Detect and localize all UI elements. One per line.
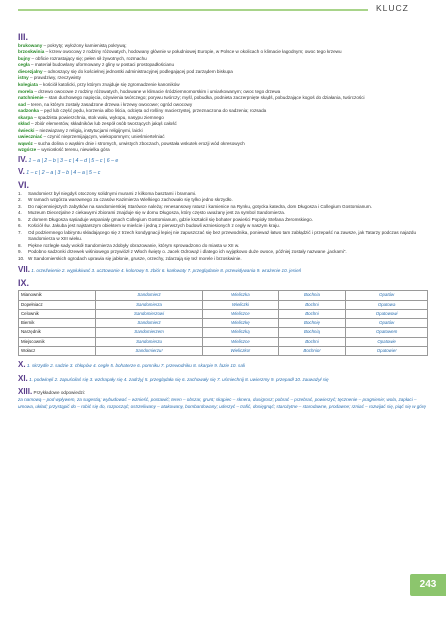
section-heading-ix: IX. xyxy=(18,277,30,288)
section-v xyxy=(18,166,428,178)
table-cell: Bochnia xyxy=(278,291,346,300)
glossary-definition: – niezwiązany z religią, instytucjami religijnymi, laicki xyxy=(34,127,143,133)
list-item-number: 4. xyxy=(18,210,22,216)
table-cell: Opatów xyxy=(346,291,428,300)
list-item-number: 8. xyxy=(18,242,22,248)
section-heading-xi: XI. xyxy=(18,373,28,383)
glossary-term: sad xyxy=(18,101,26,107)
section-v-answers: 1 – c | 2 – a | 3 – b | 4 – a | 5 – c xyxy=(26,169,101,176)
list-item-number: 9. xyxy=(18,249,22,255)
glossary-term: wąwóz xyxy=(18,140,33,146)
list-item xyxy=(18,230,428,243)
table-cell: Opatowie xyxy=(346,337,428,346)
table-row xyxy=(19,319,428,328)
section-iv-answers: 1 – a | 2 – b | 3 – c | 4 – d | 5 – c | 6 – e xyxy=(28,157,119,164)
table-row xyxy=(19,346,428,355)
glossary-term: skarpa xyxy=(18,114,33,120)
case-label: Celownik xyxy=(19,309,96,318)
table-cell: Wieliczka xyxy=(203,291,279,300)
list-item-text: Sandomierz był niegdyś otoczony solidnymi murami z kilkoma basztami i bramami. xyxy=(28,190,197,196)
section-x xyxy=(18,359,428,370)
section-heading-vi: VI. xyxy=(18,179,30,190)
glossary-definition: – obficie rozrastający się; pełen sił żywotnych, rozmachu xyxy=(30,55,147,61)
glossary-definition: – krzew owocowy z rodziny różowatych, hodowany głównie w południowej Europie, w Polsce w okolicach o klimacie łagodnym; owoc tego krzewu xyxy=(44,49,342,55)
case-label: Wołacz xyxy=(19,346,96,355)
list-item-text: Z domem Długosza sąsiaduje wspaniały gmach Collegium Gostomianum, gdzie kształcił się bohater powieści Popioły Stefana Żeromskiego. xyxy=(28,216,313,222)
list-item-text: Od podziemnego labiryntu składającego się z trzech kondygnacji lepiej nie zapuszczać się bez przewodnika, ponieważ łatwo tam zabłądzić i przepaść na zawsze, jak Tatarzy podczas najazdu Sandomierza w XIII wieku. xyxy=(28,229,417,242)
page-number-badge: 243 xyxy=(410,574,446,596)
section-xiii-intro: Przykładowe odpowiedzi: xyxy=(33,389,86,395)
table-cell: Opatowem xyxy=(346,328,428,337)
list-item-text: Kościół św. Jakuba jest najstarszym obiektem w mieście i jedną z pierwszych budowli wzniesionych z cegły w naszym kraju. xyxy=(28,223,280,229)
table-cell: Sandomierzem xyxy=(96,328,203,337)
table-cell: Sandomierzu! xyxy=(96,346,203,355)
list-item-text: W Sandomierskich ogrodach uprawia się jabłonie, grusze, orzechy, zdarzają się też morele i brzoskwinie. xyxy=(28,255,242,261)
table-cell: Wieliczki xyxy=(203,300,279,309)
list-item-number: 6. xyxy=(18,223,22,229)
glossary-term: diecezjalny xyxy=(18,68,43,74)
table-cell: Sandomierzowi xyxy=(96,309,203,318)
table-cell: Opatów xyxy=(346,319,428,328)
glossary-term: sadzonka xyxy=(18,108,39,114)
glossary-definition: – sucha dolina o wąskim dnie i stromych, urwistych zboczach, powstała wskutek erozji wód okresowych xyxy=(32,140,245,146)
page-header xyxy=(0,0,446,28)
glossary-definition: – pęd lub część pędu, korzenia albo liścia, odcięta od rośliny macierzystej, przeznaczona do sadzenia; rozsada xyxy=(38,108,267,114)
section-heading-x: X. xyxy=(18,360,26,370)
section-xiii xyxy=(18,386,428,410)
list-item-text: Piękne rozległe sady wokół Sandomierza zdobyły obrazowanie, którym sprowadzono do miasta w XII w. xyxy=(28,242,240,248)
list-item-number: 2. xyxy=(18,197,22,203)
table-cell: Sandomierz xyxy=(96,319,203,328)
list-item-text: Do najcenniejszych zabytków na sandomierskiej Starówce należą: renesansowy ratusz i kamienice na Rynku, gotycka katedra, dom Długosza i Collegium Gostomianum. xyxy=(28,203,372,209)
section-xi xyxy=(18,373,428,384)
glossary-term: wzgórze xyxy=(18,147,37,153)
answer-key-content xyxy=(18,30,428,410)
glossary-term: bujny xyxy=(18,55,31,61)
table-cell: Bochni xyxy=(278,300,346,309)
glossary-definition: – zbiór elementów, składników lub zespół osób tworzących jakąś całość xyxy=(29,121,177,127)
case-label: Miejscownik xyxy=(19,337,96,346)
glossary-term: uwieczniać xyxy=(18,134,43,140)
list-item-text: Muzeum Diecezjalne z ciekawymi zbiorami znajduje się w domu Długosza, który często uważany jest za symbol Sandomierza. xyxy=(28,210,286,216)
table-cell: Sandomierza xyxy=(96,300,203,309)
section-heading-xiii: XIII. xyxy=(18,386,33,396)
table-row xyxy=(19,309,428,318)
glossary-term: kolegiata xyxy=(18,81,38,87)
section-heading-iv: IV. xyxy=(18,154,28,164)
section-iv xyxy=(18,154,428,166)
list-item-text: Podobno sadzonki drzewek wiśniowego przywiózł z Włoch święty o. Jacek Odrowąż i dlatego ich wyjątkowo duże owoce, później zostały nazwane „jackami”. xyxy=(28,249,347,255)
glossary-definition: – materiał budowlany uformowany z gliny w postaci prostopadłościanu xyxy=(29,62,175,68)
list-item-number: 7. xyxy=(18,229,22,235)
table-cell: Wieliczce xyxy=(203,337,279,346)
glossary-definition: – wyniosłość terenu, niewielka góra xyxy=(36,147,110,153)
glossary-definition: – odnoszący się do kościelnej jednostki administracyjnej podlegającej pod zarządem biskupa xyxy=(42,68,233,74)
table-cell: Opatowowi xyxy=(346,309,428,318)
list-item xyxy=(18,256,428,263)
list-item-number: 3. xyxy=(18,203,22,209)
table-cell: Bochnio! xyxy=(278,346,346,355)
table-cell: Sandomierz xyxy=(96,291,203,300)
table-cell: Bochnię xyxy=(278,319,346,328)
header-accent-bar xyxy=(18,9,368,11)
list-item-number: 1. xyxy=(18,190,22,196)
table-row xyxy=(19,328,428,337)
table-row xyxy=(19,337,428,346)
list-item-text: W ramach wzgórza warownego za czasów Kazimierza Wielkiego zachowało się tylko jedno skrzydło. xyxy=(28,197,233,203)
table-cell: Opatowie! xyxy=(346,346,428,355)
table-cell: Wieliczkę xyxy=(203,319,279,328)
section-x-answers: 1. skrzydle 2. sadzie 3. chłopów 4. cegle 5. bohaterze 6. pomniku 7. przewodniku 8. skarpie 9. fazie 10. sali xyxy=(26,363,245,369)
glossary-definition: – spadzista powierzchnia, stok wału, wykopu, nasypu ziemnego xyxy=(32,114,164,120)
glossary-definition: – drzewo owocowe z rodziny różowatych, hodowane w klimacie śródziemnomorskim i umiarkowanym; owoc tego drzewa xyxy=(33,88,281,94)
section-heading-iii: III. xyxy=(18,32,29,42)
glossary-list xyxy=(18,43,428,154)
glossary-definition: – stan duchowego napięcia, ożywienia twórczego; porywu twórczy; myśl, pobudka, podnieta zaczerpnięte skądś, pobudzające kogoś do działania, twórczości xyxy=(43,95,365,101)
section-heading-v: V. xyxy=(18,166,25,176)
glossary-definition: – kościół katolicki, przy którym znajduje się zgromadzenie kanoników xyxy=(37,81,180,87)
section-heading-vii: VII. xyxy=(18,265,31,275)
case-label: Biernik xyxy=(19,319,96,328)
section-vii xyxy=(18,264,428,275)
table-row xyxy=(19,300,428,309)
glossary-term: świecki xyxy=(18,127,35,133)
glossary-term: brukowany xyxy=(18,42,43,48)
glossary-term: cegła xyxy=(18,62,30,68)
section-xi-answers: 1. podwinęli 2. zapuściłaś się 3. wzdrapały się 4. zadrżyj 5. przeglądała się 6. zachowały się 7. uśmiechnij 8. uwierzmy 9. przepadł 10. zauważył się xyxy=(29,376,329,382)
table-cell: Wieliczce xyxy=(203,309,279,318)
table-cell: Wieliczko! xyxy=(203,346,279,355)
table-cell: Bochni xyxy=(278,309,346,318)
list-item-number: 10. xyxy=(18,255,25,261)
table-cell: Bochni xyxy=(278,337,346,346)
glossary-definition: – teren, na którym zostały zasadzone drzewa i krzewy owocowe; ogród owocowy xyxy=(25,101,193,107)
table-row xyxy=(19,291,428,300)
glossary-definition: – czynić nieprzemijającym, wiekopomnym; unieśmiertelniać xyxy=(42,134,165,140)
list-item-number: 5. xyxy=(18,216,22,222)
glossary-term: istny xyxy=(18,75,29,81)
glossary-term: skład xyxy=(18,121,30,127)
case-label: Dopełniacz xyxy=(19,300,96,309)
section-vi-list xyxy=(18,191,428,263)
table-cell: Bochnią xyxy=(278,328,346,337)
declension-table xyxy=(18,290,428,356)
section-xiii-answers: za namową – pod wpływem, za sugestią; wybudować – wznieść, postawić; teren – obszar, grunt; skąpiec – sknera, dusigrosz; pobrać – przebrać, powierzyć; tęcznenie – pragnienie; wola, zapłaci – umowa, układ; przystąpić do – robić się do, rozpocząć; ostrzeliwany – atakowany, bombardowany; uderzyć – trafić, dosięgnąć; starożytne – starodawne, prodawne; rzniać – rozwijać się, piąć się w górę xyxy=(18,397,426,409)
glossary-definition: – pokryty; wyłożony kamienistą pokrywą; xyxy=(42,42,127,48)
table-cell: Opatowa xyxy=(346,300,428,309)
section-vii-answers: 1. orzeźwienie 2. wypłukiwać 3. ucztowanie 4. kolorowy 5. zbiór 6. karłowaty 7. przeglądanie 8. przewidywania 9. wrażenie 10. jesień xyxy=(31,268,302,274)
glossary-term: brzoskwinia xyxy=(18,49,45,55)
glossary-term: natchnienie xyxy=(18,95,44,101)
case-label: Mianownik xyxy=(19,291,96,300)
table-cell: Sandomierzu xyxy=(96,337,203,346)
glossary-term: morela xyxy=(18,88,34,94)
case-label: Narzędnik xyxy=(19,328,96,337)
table-cell: Wieliczką xyxy=(203,328,279,337)
glossary-definition: – prawdziwy, rzeczywisty xyxy=(28,75,81,81)
header-title: KLUCZ xyxy=(376,3,409,13)
